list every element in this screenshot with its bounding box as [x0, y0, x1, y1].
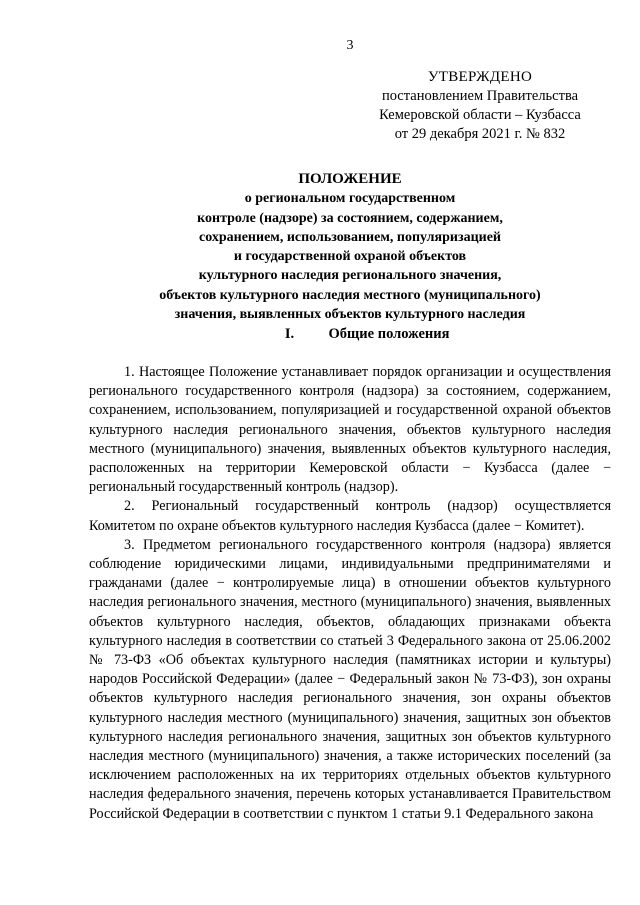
approval-line-2: Кемеровской области – Кузбасса — [379, 107, 581, 123]
approval-line-3: от 29 декабря 2021 г. № 832 — [394, 126, 566, 142]
document-title-line: и государственной охраной объектов — [233, 249, 467, 265]
approval-stamp — [370, 68, 590, 144]
document-body — [89, 363, 611, 824]
section-number: I. — [284, 326, 295, 342]
paragraph: 1. Настоящее Положение устанавливает порядок организации и осуществления регионального государственного контроля (надзора) за состоянием, содержанием, сохранением, использованием, популяризацией и государственной охраной объектов культурного наследия регионального значения, объектов культурного наследия местного (муниципального) значения, выявленных объектов культурного наследия, расположенных на территории Кемеровской области − Кузбасса (далее − региональный государственный контроль (надзор). — [89, 364, 611, 496]
document-title — [0, 170, 640, 324]
document-title-line: о региональном государственном — [244, 191, 456, 207]
document-title-line: культурного наследия регионального значения, — [198, 268, 502, 284]
paragraph: 3. Предметом регионального государственного контроля (надзора) является соблюдение юридическими лицами, индивидуальными предпринимателями и гражданами (далее − контролируемые лица) в отношении объектов культурного наследия регионального значения, местного (муниципального) значения, выявленных объектов культурного наследия, объектов, обладающих признаками объекта культурного наследия в соответствии со статьей 3 Федерального закона от 25.06.2002 № 73-ФЗ «Об объектах культурного наследия (памятниках истории и культуры) народов Российской Федерации» (далее − Федеральный закон № 73-ФЗ), зон охраны объектов культурного наследия регионального значения, зон охраны объектов культурного наследия местного (муниципального) значения, защитных зон объектов культурного наследия регионального значения, защитных зон объектов культурного наследия местного (муниципального) значения, а также исторических поселений (за исключением расположенных на их территориях отдельных объектов культурного наследия федерального значения, перечень которых устанавливается Правительством Российской Федерации в соответствии с пунктом 1 статьи 9.1 Федерального закона — [89, 536, 611, 822]
document-title-heading: ПОЛОЖЕНИЕ — [298, 171, 402, 187]
section-title: Общие положения — [328, 326, 450, 342]
document-title-line: сохранением, использованием, популяризацией — [199, 229, 501, 245]
document-title-line: значения, выявленных объектов культурного наследия — [174, 307, 526, 323]
approval-line-1: постановлением Правительства — [381, 88, 579, 104]
paragraph: 2. Региональный государственный контроль (надзор) осуществляется Комитетом по охране объектов культурного наследия Кузбасса (далее − Комитет). — [89, 498, 611, 534]
page-number: 3 — [346, 38, 354, 53]
approval-approved-word: УТВЕРЖДЕНО — [427, 69, 533, 85]
document-title-line: объектов культурного наследия местного (муниципального) — [159, 287, 541, 303]
document-title-line: контроле (надзоре) за состоянием, содержанием, — [197, 210, 503, 226]
section-heading — [0, 326, 640, 343]
